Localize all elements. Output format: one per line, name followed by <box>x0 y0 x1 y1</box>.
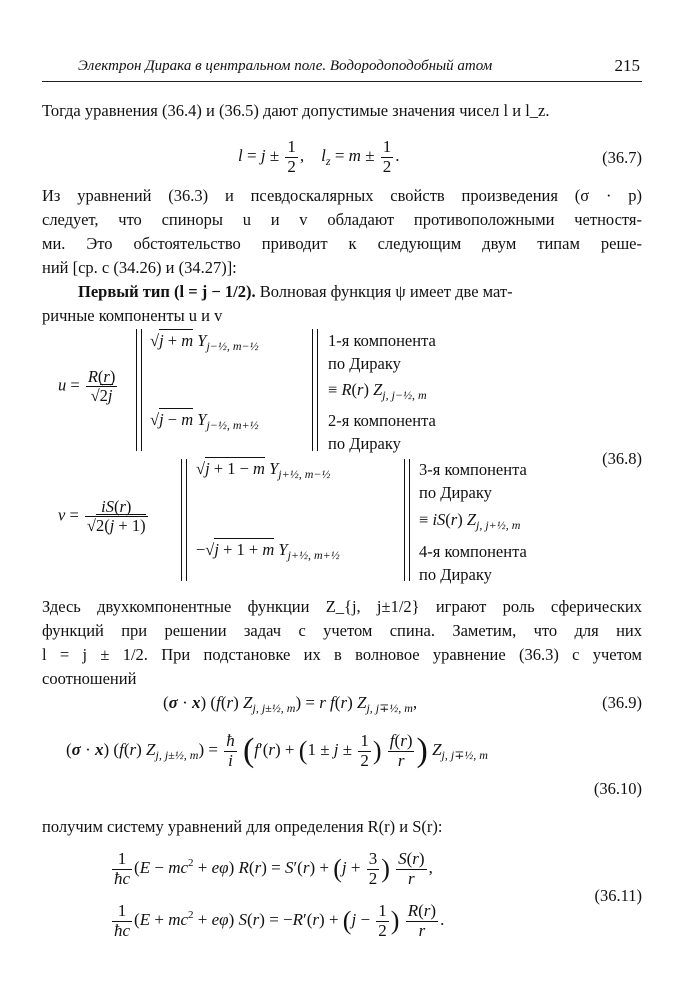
paragraph-3-line-1 <box>78 282 642 302</box>
equation-36-9: (σ · x) (f(r) $Z_{j, j\pm\frac{1}{2}, m}) = r$ f(r) $Z_{j, j\mp\frac{1}{2}, m}$, <box>163 693 418 715</box>
equation-label-36-11: (36.11) <box>594 886 642 905</box>
v-matrix-bar-right-1 <box>404 459 405 581</box>
u-z-expression: ≡ R(r) $Z_{j, j-\frac{1}{2}, m}$ <box>328 380 427 402</box>
equation-36-7: l = j ± $\frac{1}{2}$ , $l_z = m$ ± $\frac{1}{2}$ . <box>238 137 400 176</box>
u-matrix-bar-left-2 <box>141 329 142 451</box>
v-matrix-bar-right-2 <box>409 459 410 581</box>
paragraph-4-line-2: функций при решении задач с учетом спина. Заметим, что для них <box>42 621 642 640</box>
paragraph-4-line-1: Здесь двухкомпонентные функции Z_{j, j±1/2} играют роль сферических <box>42 597 642 616</box>
v-comp4-label-b: по Дираку <box>419 565 492 584</box>
running-title: Электрон Дирака в центральном поле. Водородоподобный атом <box>78 58 493 74</box>
u-component-2: √j − m $Y_{j-\frac{1}{2}, m+\frac{1}{2}}$ <box>150 410 259 432</box>
u-comp1-label-b: по Дираку <box>328 354 401 373</box>
equation-label-36-8: (36.8) <box>602 449 642 468</box>
equation-label-36-9: (36.9) <box>602 693 642 712</box>
equation-36-11-line-1: $\frac{1}{ħc}$ $(E - mc^2 + e\varphi)$ R(r) = S′(r) + (j + $\frac{3}{2}$ ) $\frac{S(r)}{r}$ , <box>114 849 433 888</box>
v-lhs: v = $\frac{iS(r)}{√2(j + 1)}$ <box>58 497 146 536</box>
u-matrix-bar-right-1 <box>312 329 313 451</box>
v-z-expression: ≡ iS(r) $Z_{j, j+\frac{1}{2}, m}$ <box>419 510 521 532</box>
equation-36-11-line-2: $\frac{1}{ħc}$ $(E + mc^2 + e\varphi)$ S(r) = −R′(r) + (j − $\frac{1}{2}$ ) $\frac{R(r)}{r}$ . <box>114 901 445 940</box>
v-comp4-label: 4-я компонента <box>419 542 527 561</box>
paragraph-2-line-4: ний [ср. с (34.26) и (34.27)]: <box>42 258 237 277</box>
paragraph-3-line-2: ричные компоненты u и v <box>42 306 223 325</box>
paragraph-4-line-3: l = j ± 1/2. При подстановке их в волновое уравнение (36.3) с учетом <box>42 645 642 664</box>
v-comp3-label: 3-я компонента <box>419 460 527 479</box>
paragraph-4-line-4: соотношений <box>42 669 137 688</box>
paragraph-1 <box>42 101 642 121</box>
v-component-4: −√j + 1 + m $Y_{j+\frac{1}{2}, m+\frac{1}{2}}$ <box>196 540 340 562</box>
u-comp2-label: 2-я компонента <box>328 411 436 430</box>
paragraph-2-line-2: следует, что спиноры u и v обладают противоположными четностя- <box>42 210 642 229</box>
v-matrix-bar-left-2 <box>186 459 187 581</box>
u-comp2-label-b: по Дираку <box>328 434 401 453</box>
u-component-1: √j + m $Y_{j-\frac{1}{2}, m-\frac{1}{2}}$ <box>150 331 259 353</box>
v-matrix-bar-left-1 <box>181 459 182 581</box>
u-matrix-bar-left-1 <box>136 329 137 451</box>
page-number: 215 <box>614 56 640 75</box>
paragraph-3-line-1-text: Волновая функция ψ имеет две мат- <box>259 282 513 301</box>
equation-36-10: (σ · x) (f(r) $Z_{j, j\pm\frac{1}{2}, m}$) = $\frac{ħ}{i}$ (f′(r) + (1 ± j ± $\frac{1}{2}$ ) $\frac{f(r)}{r}$ ) $Z_{j, j\mp\frac{1}{2}, m}$ <box>66 731 488 770</box>
u-comp1-label: 1-я компонента <box>328 331 436 350</box>
paragraph-2-line-3: ми. Это обстоятельство приводит к следующим двум типам реше- <box>42 234 642 253</box>
v-component-3: √j + 1 − m $Y_{j+\frac{1}{2}, m-\frac{1}{2}}$ <box>196 459 331 481</box>
paragraph-1-text: Тогда уравнения (36.4) и (36.5) дают допустимые значения чисел l и l_z. <box>42 101 550 120</box>
equation-label-36-7: (36.7) <box>602 148 642 167</box>
equation-label-36-10: (36.10) <box>593 779 642 798</box>
v-comp3-label-b: по Дираку <box>419 483 492 502</box>
u-matrix-bar-right-2 <box>317 329 318 451</box>
paragraph-2-line-1: Из уравнений (36.3) и псевдоскалярных свойств произведения (σ · p) <box>42 186 642 205</box>
u-lhs: u = $\frac{R(r)}{√2j}$ <box>58 367 116 406</box>
paragraph-5: получим систему уравнений для определения R(r) и S(r): <box>42 817 443 836</box>
section-heading-first-type: Первый тип (l = j − 1/2). <box>78 282 256 301</box>
running-header <box>42 55 642 82</box>
